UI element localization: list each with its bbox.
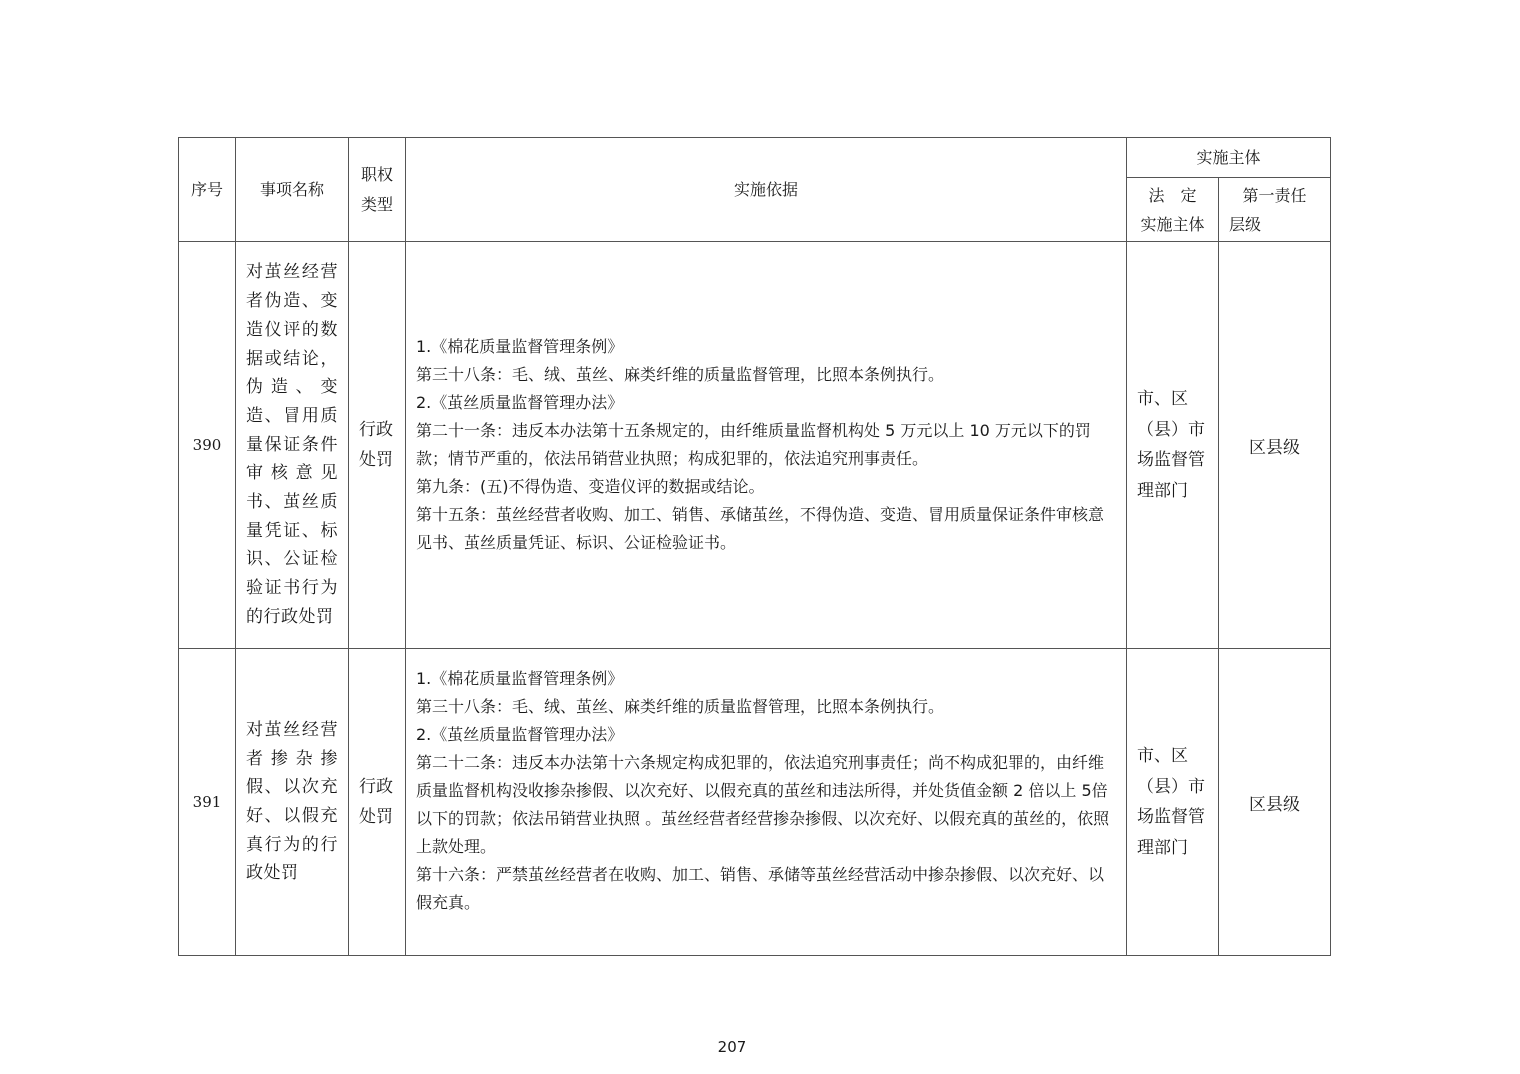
basis-line: 第三十八条：毛、绒、茧丝、麻类纤维的质量监督管理，比照本条例执行。 bbox=[416, 697, 945, 716]
enforcement-table bbox=[178, 137, 1331, 956]
row-item-name: 对茧丝经营者伪造、变造仪评的数据或结论，伪造、变造、冒用质量保证条件审核意见书、茧丝质量凭证、标识、公证检验证书行为的行政处罚 bbox=[236, 242, 349, 649]
basis-line: 1.《棉花质量监督管理条例》 bbox=[416, 669, 624, 688]
header-basis: 实施依据 bbox=[406, 138, 1127, 242]
header-level bbox=[1219, 178, 1331, 242]
row-seq: 391 bbox=[179, 649, 236, 956]
row-legal-subject: 市、区（县）市场监督管理部门 bbox=[1127, 242, 1219, 649]
header-subject: 实施主体 bbox=[1127, 138, 1331, 178]
header-kind bbox=[349, 138, 406, 242]
header-kind-line2: 类型 bbox=[360, 194, 393, 214]
basis-line: 第十五条：茧丝经营者收购、加工、销售、承储茧丝，不得伪造、变造、冒用质量保证条件审核意见书、茧丝质量凭证、标识、公证检验证书。 bbox=[416, 505, 1105, 552]
row-kind bbox=[349, 242, 406, 649]
basis-line: 第九条：(五)不得伪造、变造仪评的数据或结论。 bbox=[416, 477, 765, 496]
table-row bbox=[179, 649, 1331, 956]
row-kind-line2: 处罚 bbox=[359, 807, 393, 827]
header-level-line2: 层级 bbox=[1229, 214, 1262, 234]
basis-line: 第二十一条：违反本办法第十五条规定的，由纤维质量监督机构处 5 万元以上 10 万元以下的罚款；情节严重的，依法吊销营业执照；构成犯罪的，依法追究刑事责任。 bbox=[416, 421, 1091, 468]
basis-line: 第三十八条：毛、绒、茧丝、麻类纤维的质量监督管理，比照本条例执行。 bbox=[416, 365, 945, 384]
row-level: 区县级 bbox=[1219, 242, 1331, 649]
page-number: 207 bbox=[717, 1038, 747, 1056]
basis-line: 2.《茧丝质量监督管理办法》 bbox=[416, 725, 624, 744]
header-legal-subject bbox=[1127, 178, 1219, 242]
row-item-name: 对茧丝经营者掺杂掺假、以次充好、以假充真行为的行政处罚 bbox=[236, 649, 349, 956]
basis-line: 第十六条：严禁茧丝经营者在收购、加工、销售、承储等茧丝经营活动中掺杂掺假、以次充好、以假充真。 bbox=[416, 865, 1105, 912]
table-row bbox=[179, 242, 1331, 649]
row-kind-line2: 处罚 bbox=[359, 450, 393, 470]
header-legal-line1: 法 定 bbox=[1148, 185, 1197, 205]
row-kind bbox=[349, 649, 406, 956]
basis-line: 第二十二条：违反本办法第十六条规定构成犯罪的，依法追究刑事责任；尚不构成犯罪的，由纤维质量监督机构没收掺杂掺假、以次充好、以假充真的茧丝和违法所得，并处货值金额 2 倍以上 5倍以下的罚款；依法吊销营业执照 。茧丝经营者经营掺杂掺假、以次充好、以假充真的茧丝的，依照上款处理。 bbox=[416, 753, 1110, 856]
row-legal-subject: 市、区（县）市场监督管理部门 bbox=[1127, 649, 1219, 956]
row-basis bbox=[406, 242, 1127, 649]
row-level: 区县级 bbox=[1219, 649, 1331, 956]
row-kind-line1: 行政 bbox=[359, 420, 393, 440]
basis-line: 2.《茧丝质量监督管理办法》 bbox=[416, 393, 624, 412]
row-seq: 390 bbox=[179, 242, 236, 649]
row-basis bbox=[406, 649, 1127, 956]
header-level-line1: 第一责任 bbox=[1242, 185, 1307, 205]
header-name: 事项名称 bbox=[236, 138, 349, 242]
basis-line: 1.《棉花质量监督管理条例》 bbox=[416, 337, 624, 356]
header-kind-line1: 职权 bbox=[360, 164, 393, 184]
row-kind-line1: 行政 bbox=[359, 777, 393, 797]
header-seq: 序号 bbox=[179, 138, 236, 242]
header-legal-line2: 实施主体 bbox=[1140, 214, 1205, 234]
